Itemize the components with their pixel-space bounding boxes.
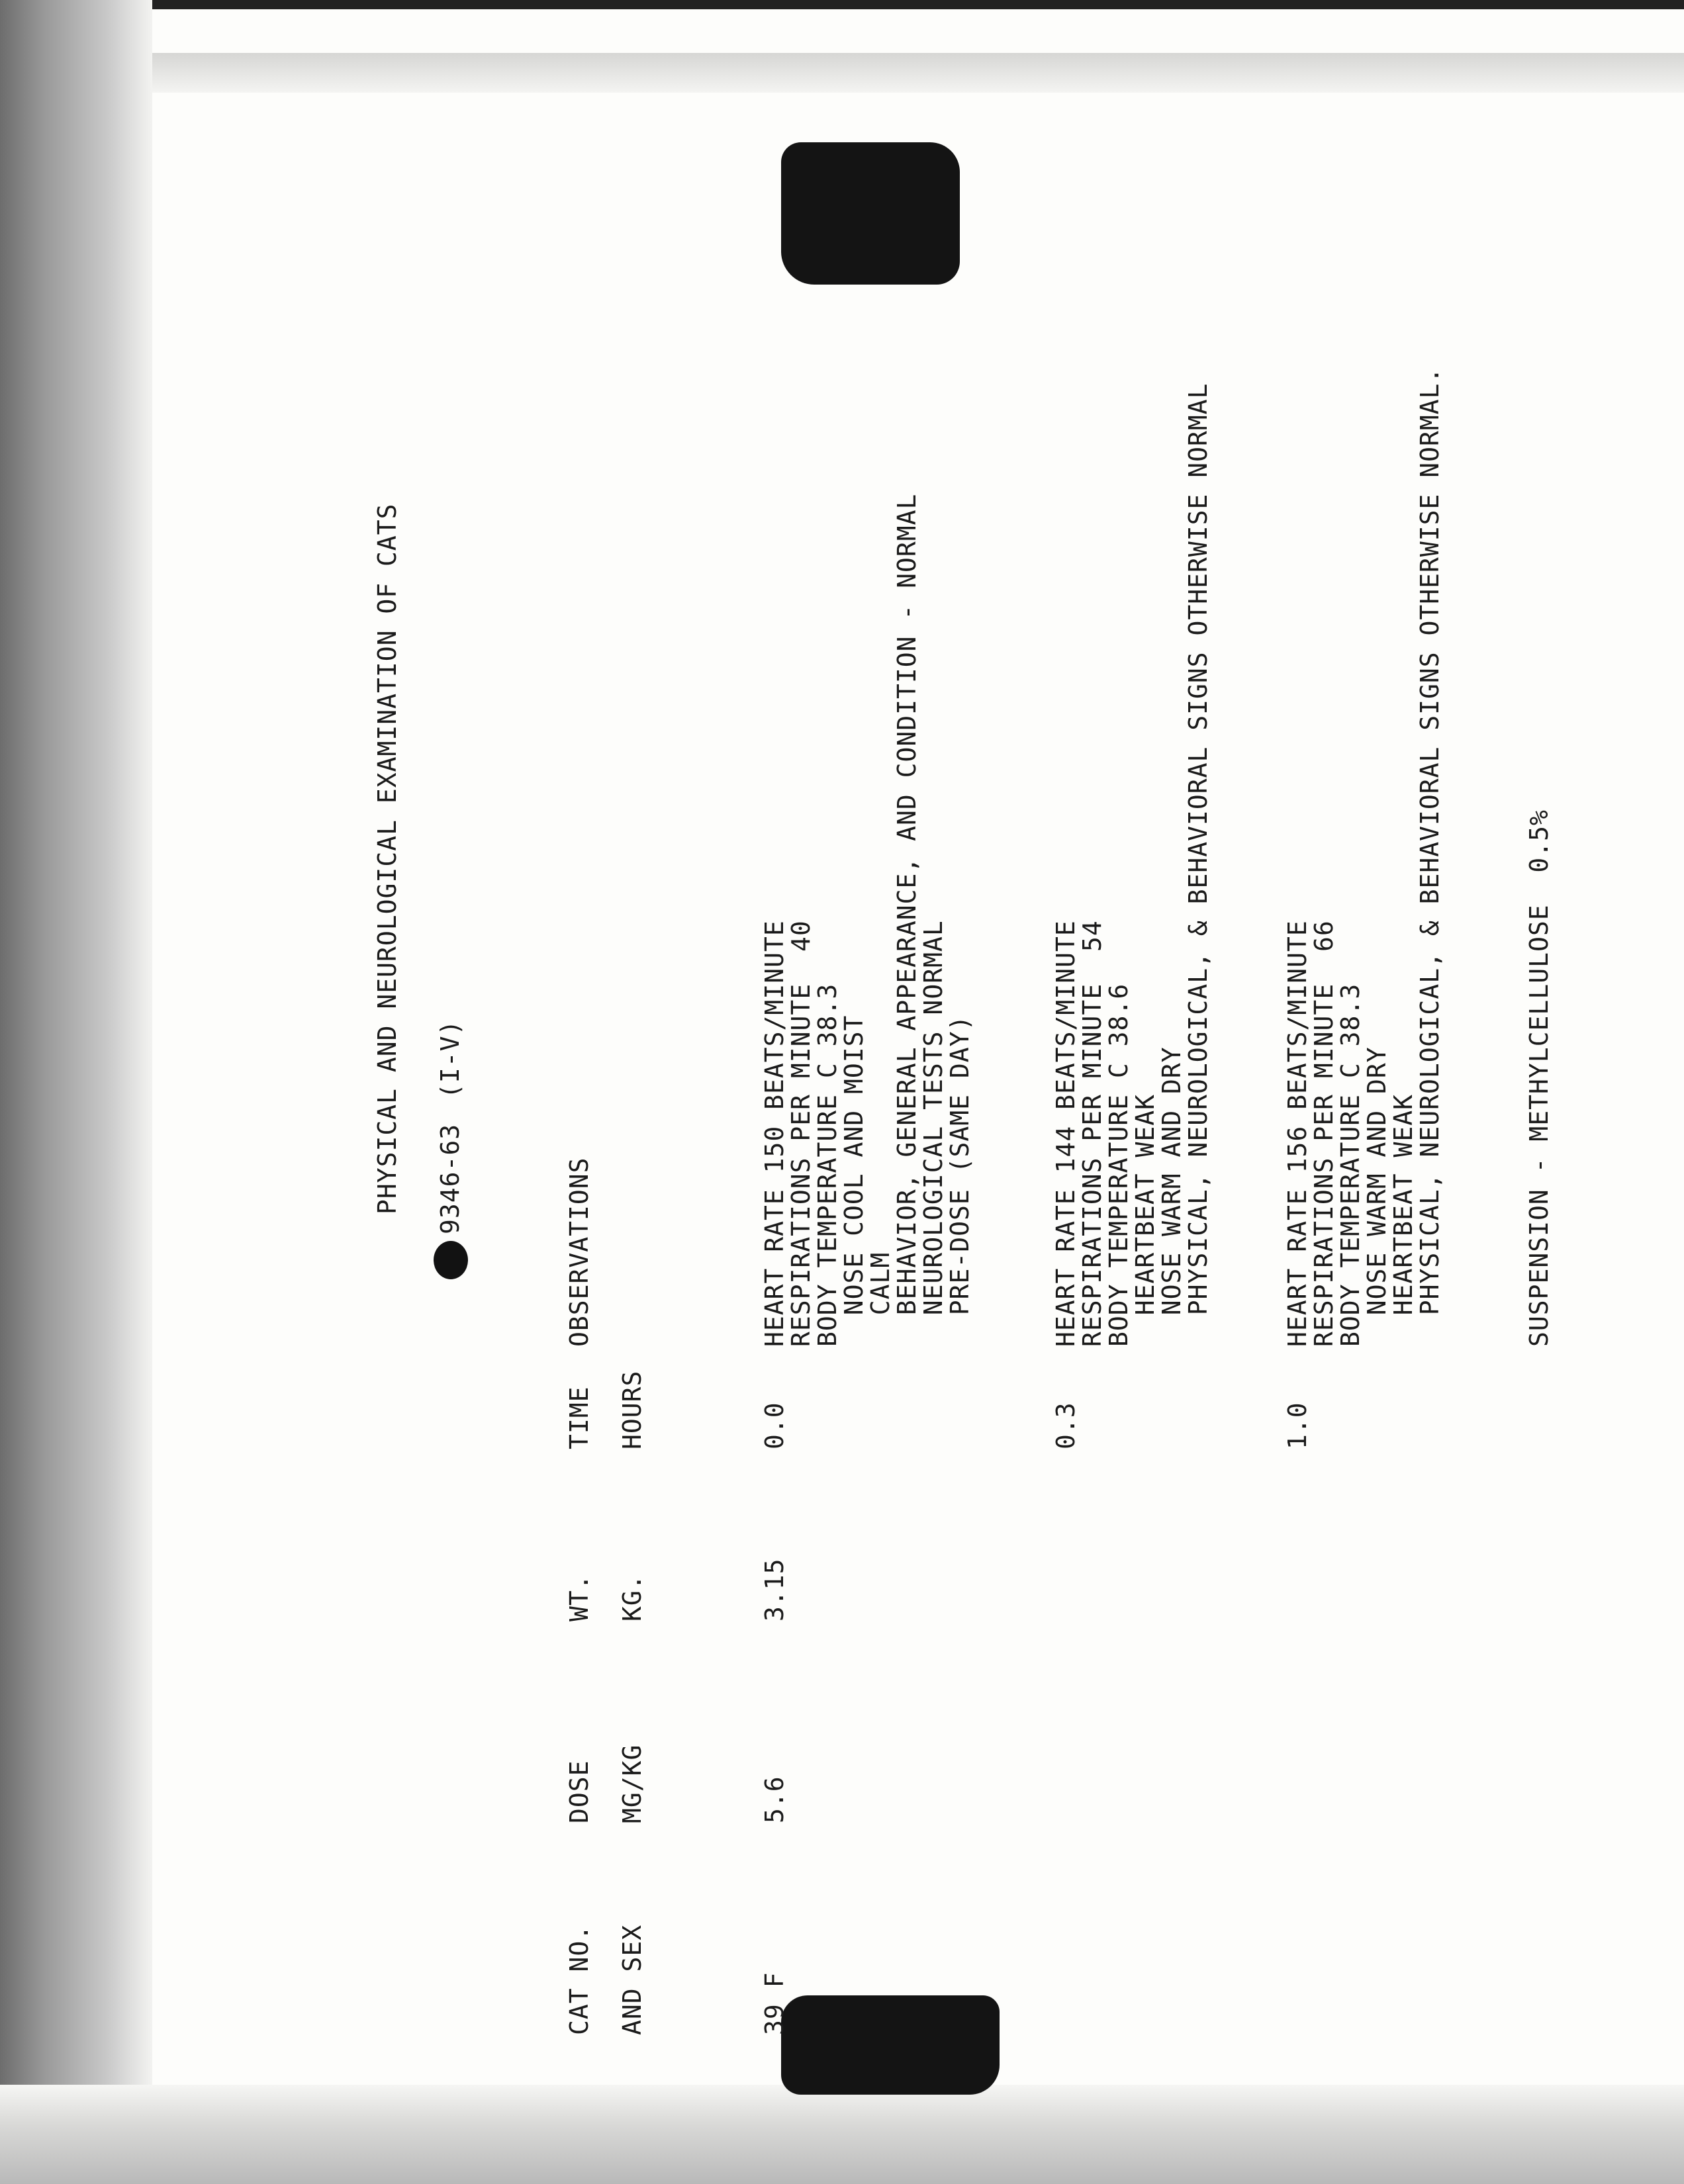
document-title: PHYSICAL AND NEUROLOGICAL EXAMINATION OF CATS: [373, 503, 402, 1214]
observation-line: HEART RATE 156 BEATS/MINUTE: [1283, 920, 1312, 1347]
header-observations: OBSERVATIONS: [565, 1157, 594, 1347]
observation-line: PRE-DOSE (SAME DAY): [945, 1015, 974, 1347]
observation-line: BODY TEMPERATURE C 38.3: [813, 983, 842, 1347]
observation-line: PHYSICAL, NEUROLOGICAL, & BEHAVIORAL SIGNS OTHERWISE NORMAL: [1184, 383, 1213, 1347]
observation-line: NEUROLOGICAL TESTS NORMAL: [919, 920, 948, 1347]
dose-value: 5.6: [760, 1776, 789, 1823]
observation-line: BODY TEMPERATURE C 38.3: [1336, 983, 1365, 1347]
observation-line: NOSE WARM AND DRY: [1157, 1046, 1186, 1347]
observation-line: CALM: [866, 1251, 895, 1347]
observation-line: NOSE WARM AND DRY: [1362, 1046, 1391, 1347]
cat-no-sex: 39 F: [760, 1972, 789, 2035]
observation-line: PHYSICAL, NEUROLOGICAL, & BEHAVIORAL SIGNS OTHERWISE NORMAL.: [1415, 367, 1444, 1347]
observation-line: HEART RATE 150 BEATS/MINUTE: [760, 920, 789, 1347]
observation-line: BODY TEMPERATURE C 38.6: [1104, 983, 1133, 1347]
time-value: 1.0: [1283, 1402, 1312, 1449]
study-id: 9346-63: [436, 1123, 465, 1234]
header-time: TIME: [565, 1386, 594, 1449]
header-dose: DOSE: [565, 1760, 594, 1823]
observation-line: BEHAVIOR, GENERAL APPEARANCE, AND CONDITION - NORMAL: [892, 493, 921, 1347]
header-cat-no: CAT NO.: [565, 1924, 594, 2035]
study-group: (I-V): [436, 1019, 465, 1099]
observation-line: RESPIRATIONS PER MINUTE 40: [786, 920, 816, 1347]
time-value: 0.3: [1051, 1402, 1080, 1449]
header-hours: HOURS: [618, 1370, 647, 1449]
time-value: 0.0: [760, 1402, 789, 1449]
header-kg: KG.: [618, 1574, 647, 1621]
observation-line: RESPIRATIONS PER MINUTE 66: [1309, 920, 1338, 1347]
observation-line: HEARTBEAT WEAK: [1389, 1093, 1418, 1347]
observation-line: NOSE COOL AND MOIST: [839, 1015, 868, 1347]
weight-value: 3.15: [760, 1558, 789, 1621]
header-and-sex: AND SEX: [618, 1924, 647, 2035]
observation-line: HEART RATE 144 BEATS/MINUTE: [1051, 920, 1080, 1347]
vehicle-note: SUSPENSION - METHYLCELLULOSE 0.5%: [1524, 809, 1554, 1347]
observation-line: HEARTBEAT WEAK: [1131, 1093, 1160, 1347]
observation-line: RESPIRATIONS PER MINUTE 54: [1078, 920, 1107, 1347]
header-wt: WT.: [565, 1574, 594, 1621]
header-mgkg: MG/KG: [618, 1744, 647, 1823]
